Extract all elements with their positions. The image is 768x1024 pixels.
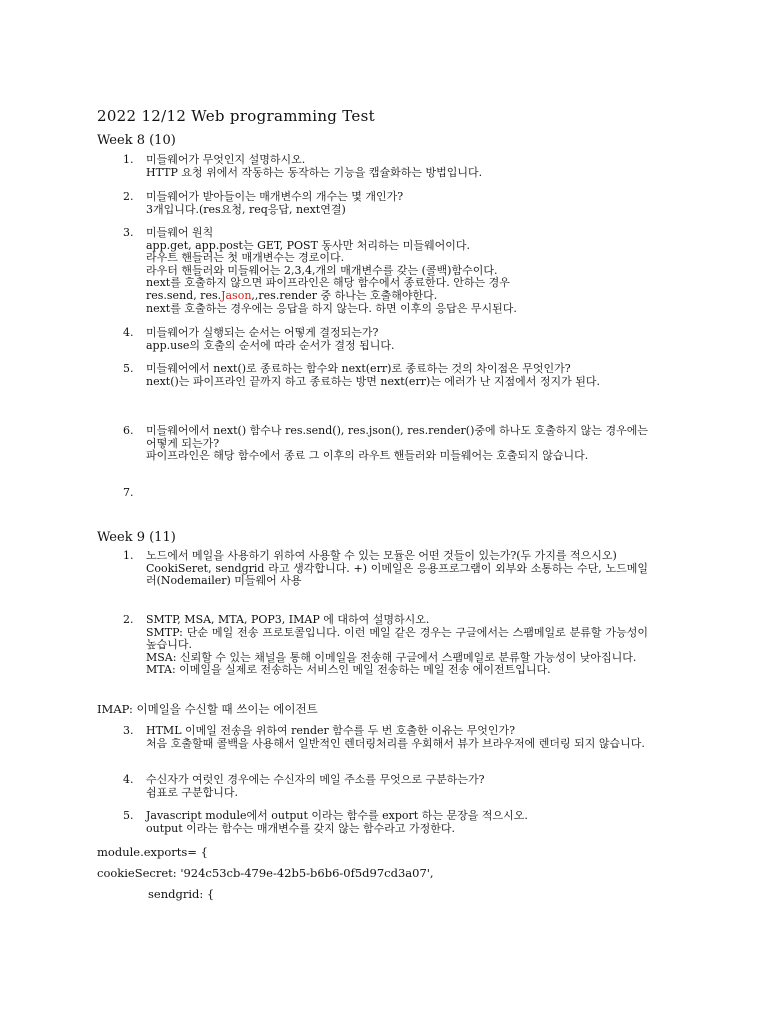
- answer-text: 처음 호출할때 콜백을 사용해서 일반적인 렌더링처리를 우회해서 뷰가 브라우저에 렌더링 되지 않습니다.: [146, 736, 645, 750]
- answer-text: next를 호출하는 경우에는 응답을 하지 않는다. 하면 이후의 응답은 무시된다.: [146, 301, 517, 315]
- item-number: 2.: [123, 613, 134, 626]
- list-item: [123, 725, 648, 750]
- item-number: 6.: [123, 424, 134, 437]
- answer-text: HTTP 요청 위에서 작동하는 동작하는 기능을 캡슐화하는 방법입니다.: [146, 165, 483, 179]
- item-number: 1.: [123, 549, 134, 562]
- question-text: Javascript module에서 output 이라는 함수를 export 하는 문장을 적으시오.: [146, 809, 528, 822]
- question-text: 미들웨어가 무엇인지 설명하시오.: [146, 153, 306, 166]
- question-text: 수신자가 여럿인 경우에는 수신자의 메일 주소를 무엇으로 구분하는가?: [146, 773, 485, 786]
- answer-text: 쉼표로 구분합니다.: [146, 785, 239, 799]
- list-item: [123, 774, 648, 799]
- code-line: cookieSecret: '924c53cb-479e-42b5-b6b6-0f5d97cd3a07',: [97, 866, 434, 880]
- answer-text: next()는 파이프라인 끝까지 하고 종료하는 방면 next(err)는 에러가 난 지점에서 정지가 된다.: [146, 374, 600, 388]
- item-number: 7.: [123, 486, 134, 499]
- question-text: HTML 이메일 전송을 위하여 render 함수를 두 번 호출한 이유는 무엇인가?: [146, 724, 516, 737]
- list-item: [123, 810, 648, 835]
- answer-text: 3개입니다.(res요청, req응답, next연결): [146, 202, 346, 216]
- answer-text: 라우트 핸들러는 첫 매개변수는 경로이다.: [146, 251, 345, 265]
- item-number: 4.: [123, 326, 134, 339]
- imap-note: IMAP: 이메일을 수신할 때 쓰이는 에이전트: [97, 702, 318, 716]
- week8-heading: Week 8 (10): [97, 133, 176, 148]
- question-text: 미들웨어가 받아들이는 매개변수의 개수는 몇 개인가?: [146, 190, 404, 203]
- answer-text: [146, 290, 648, 303]
- answer-text: MSA: 신뢰할 수 있는 채널을 통해 이메일을 전송해 구글에서 스팸메일로 분류할 가능성이 낮아집니다.: [146, 650, 637, 664]
- item-number: 5.: [123, 809, 134, 822]
- answer-text: next를 호출하지 않으면 파이프라인은 해당 함수에서 종료한다. 안하는 경우: [146, 276, 510, 290]
- code-line: module.exports= {: [97, 845, 208, 859]
- list-item: [123, 191, 648, 216]
- highlighted-text: Jason: [221, 288, 252, 302]
- answer-text: SMTP: 단순 메일 전송 프로토콜입니다. 이런 메일 같은 경우는 구글에서는 스팸메일로 분류할 가능성이 높습니다.: [146, 625, 648, 652]
- week9-heading: Week 9 (11): [97, 530, 176, 545]
- question-text: 미들웨어에서 next()로 종료하는 함수와 next(err)로 종료하는 것의 차이점은 무엇인가?: [146, 362, 571, 375]
- list-item: [123, 227, 648, 315]
- item-number: 5.: [123, 362, 134, 375]
- answer-text: MTA: 이메일을 실제로 전송하는 서비스인 메일 전송하는 메일 전송 에이전트입니다.: [146, 663, 551, 677]
- answer-text: output 이라는 함수는 매개변수를 갖지 않는 함수라고 가정한다.: [146, 821, 456, 835]
- question-text: 미들웨어가 실행되는 순서는 어떻게 결정되는가?: [146, 326, 379, 339]
- answer-text: app.use의 호출의 순서에 따라 순서가 결정 됩니다.: [146, 338, 395, 352]
- list-item: [123, 614, 648, 677]
- answer-text-segment: res.send, res.: [146, 288, 222, 302]
- item-number: 1.: [123, 153, 134, 166]
- answer-text: app.get, app.post는 GET, POST 동사만 처리하는 미들웨어이다.: [146, 238, 471, 252]
- question-text: 미들웨어에서 next() 함수나 res.send(), res.json(), res.render()중에 하나도 호출하지 않는 경우에는 어떻게 되는가?: [146, 424, 648, 450]
- question-text: 노드에서 메일을 사용하기 위하여 사용할 수 있는 모듈은 어떤 것들이 있는가?(두 가지를 적으시오): [146, 549, 617, 562]
- list-item: [123, 425, 648, 463]
- list-item: [123, 327, 648, 352]
- question-text: SMTP, MSA, MTA, POP3, IMAP 에 대하여 설명하시오.: [146, 613, 430, 626]
- answer-text-segment: ,,res.render 중 하나는 호출해야한다.: [251, 288, 438, 302]
- answer-text: CookiSeret, sendgrid 라고 생각합니다. +) 이메일은 응용프로그램이 외부와 소통하는 수단, 노드메일러(Nodemailer) 미들웨어 사용: [146, 561, 648, 588]
- item-number: 4.: [123, 773, 134, 786]
- item-number: 3.: [123, 226, 134, 239]
- page-title: 2022 12/12 Web programming Test: [97, 107, 375, 125]
- answer-text: 라우터 핸들러와 미들웨어는 2,3,4,개의 매개변수를 갖는 (콜백)함수이다.: [146, 263, 498, 277]
- list-item: [123, 363, 648, 388]
- item-number: 2.: [123, 190, 134, 203]
- list-item: [123, 550, 648, 588]
- list-item: [123, 154, 648, 179]
- question-text: 미들웨어 원칙: [146, 226, 214, 239]
- code-line: sendgrid: {: [148, 887, 215, 901]
- item-number: 3.: [123, 724, 134, 737]
- answer-text: 파이프라인은 해당 함수에서 종료 그 이후의 라우트 핸들러와 미들웨어는 호출되지 않습니다.: [146, 449, 589, 463]
